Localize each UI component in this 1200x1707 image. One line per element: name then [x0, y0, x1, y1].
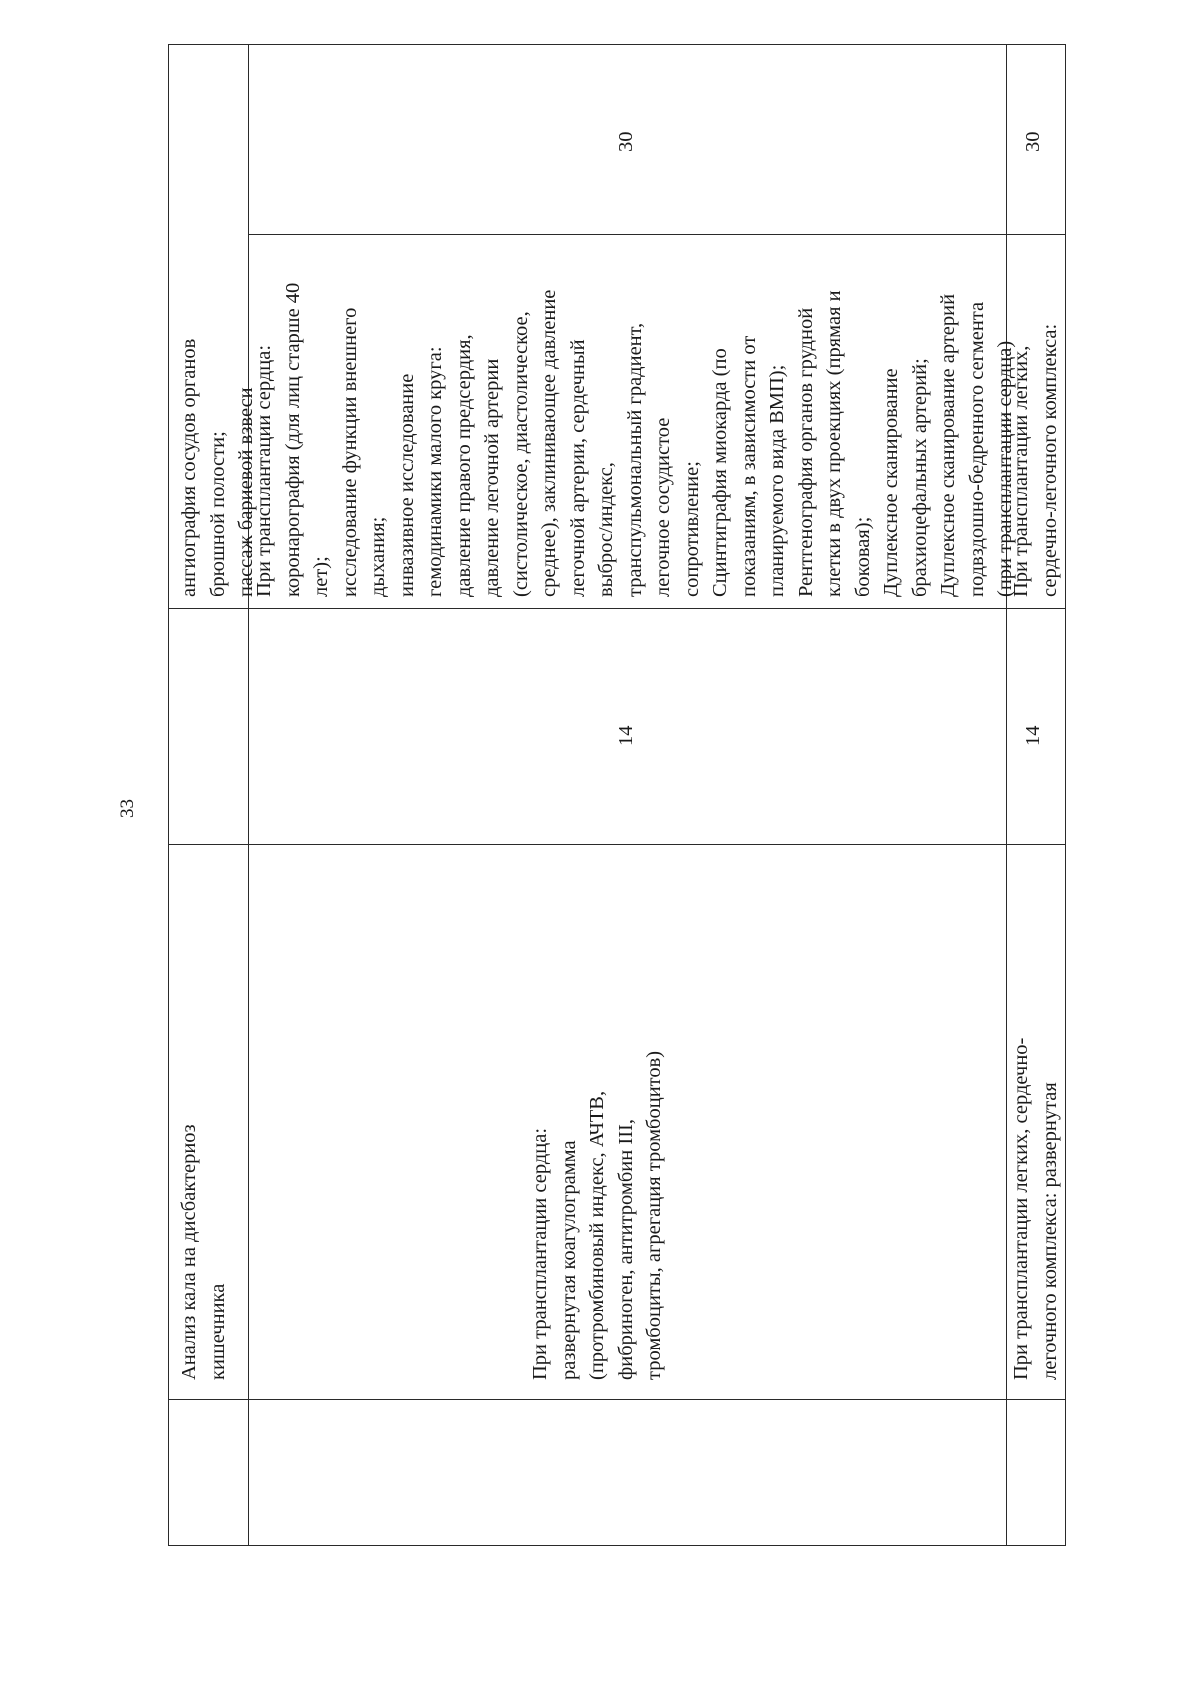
row2-col-d: 30 — [615, 131, 637, 152]
requirements-table — [168, 44, 1066, 1546]
row3-col-a: При трансплантации легких, сердечно- легочного комплекса: развернутая — [1010, 1037, 1061, 1380]
row2-col-b: 14 — [615, 725, 637, 746]
row1-col-c: ангиография сосудов органов брюшной полости; пассаж бариевой взвеси — [178, 338, 257, 597]
page-number: 33 — [117, 799, 138, 818]
row2-col-c: При трансплантации сердца: коронарография (для лиц старше 40 лет); исследование функции внешнего дыхания; инвазивное исследование гемодинамики малого круга: давление правого предсердия, давление легочной артерии (систолическое, диастолическое, среднее), заклинивающее давление легочной артерии, сердечный выброс/индекс, транспульмональный градиент, легочное сосудистое сопротивление; Сцинтиграфия миокарда (по показаниям, в зависимости от планируемого вида ВМП); Рентгенография органов грудной клетки в двух проекциях (прямая и боковая); Дуплексное сканирование брахиоцефальных артерий; Дуплексное сканирование артерий подвздошно-бедренного сегмента (при трансплантации сердца) — [253, 282, 1016, 597]
row3-col-d: 30 — [1022, 131, 1044, 152]
row3-col-c: При трансплантации легких, сердечно-легочного комплекса: — [1010, 323, 1061, 597]
row2-col-a: При трансплантации сердца: развернутая коагулограмма (протромбиновый индекс, АЧТВ, фибриноген, антитромбин III, тромбоциты, агрегация тромбоцитов) — [529, 1050, 665, 1380]
row3-col-b: 14 — [1022, 725, 1044, 746]
row1-col-a: Анализ кала на дисбактериоз кишечника — [178, 1124, 229, 1380]
